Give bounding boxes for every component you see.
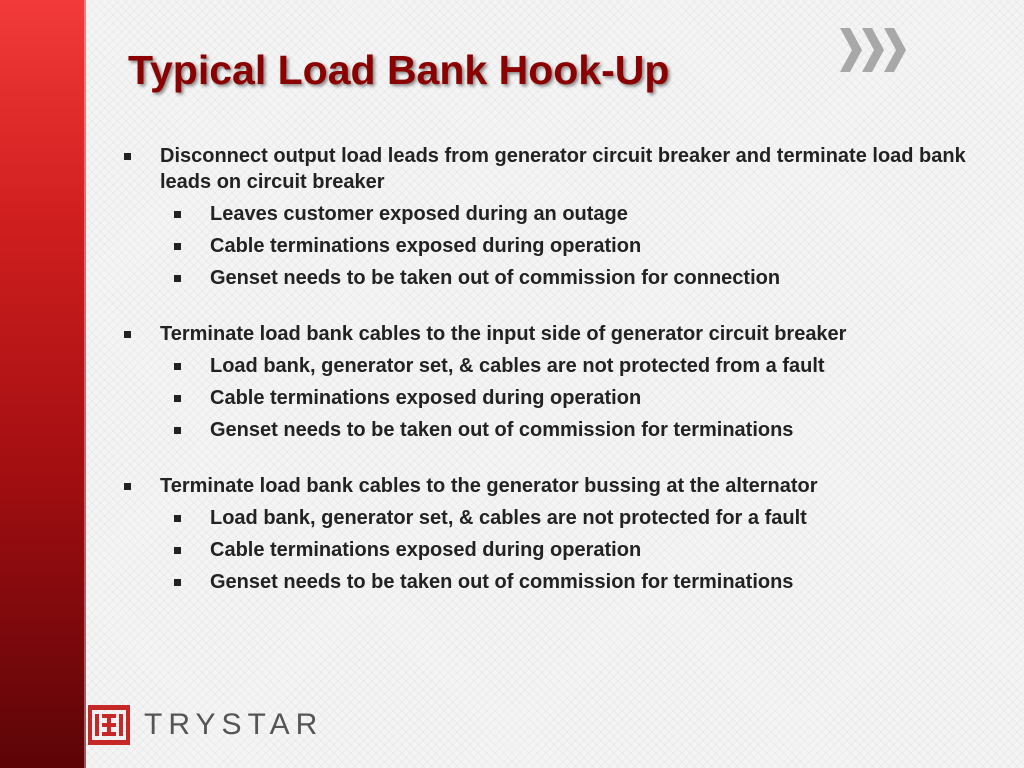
sub-bullet-item (160, 569, 1000, 595)
sub-bullet-text: Cable terminations exposed during operation (210, 235, 642, 257)
bullet-text: Terminate load bank cables to the input side of generator circuit breaker (160, 323, 847, 345)
square-bullet-icon (174, 427, 181, 434)
trystar-wordmark: TRYSTAR (144, 708, 324, 741)
bullet-text: Disconnect output load leads from generator circuit breaker and terminate load bank leads on circuit breaker (160, 145, 966, 193)
sub-bullet-list (160, 201, 1000, 291)
sub-bullet-text: Cable terminations exposed during operation (210, 539, 642, 561)
sub-bullet-item (160, 201, 1000, 227)
sub-bullet-text: Genset needs to be taken out of commission for terminations (210, 571, 794, 593)
sub-bullet-list (160, 505, 1000, 595)
sub-bullet-list (160, 353, 1000, 443)
bullet-list (120, 143, 1000, 595)
sub-bullet-text: Genset needs to be taken out of commission for connection (210, 267, 781, 289)
sub-bullet-item (160, 505, 1000, 531)
slide-title: Typical Load Bank Hook-Up (128, 47, 670, 93)
square-bullet-icon (174, 515, 181, 522)
square-bullet-icon (124, 153, 131, 160)
bullet-item (120, 473, 1000, 595)
sub-bullet-item (160, 385, 1000, 411)
sub-bullet-item (160, 265, 1000, 291)
sub-bullet-item (160, 233, 1000, 259)
bullet-item (120, 143, 1000, 291)
bullet-text: Terminate load bank cables to the generator bussing at the alternator (160, 475, 818, 497)
square-bullet-icon (124, 483, 131, 490)
sub-bullet-item (160, 417, 1000, 443)
square-bullet-icon (174, 363, 181, 370)
square-bullet-icon (174, 579, 181, 586)
square-bullet-icon (174, 211, 181, 218)
red-side-bar (0, 0, 86, 768)
square-bullet-icon (174, 547, 181, 554)
slide-content (120, 143, 1000, 625)
sub-bullet-text: Load bank, generator set, & cables are not protected from a fault (210, 355, 825, 377)
square-bullet-icon (124, 331, 131, 338)
square-bullet-icon (174, 243, 181, 250)
trystar-logo-mark-icon (88, 705, 130, 745)
trystar-logo (88, 705, 323, 745)
sub-bullet-text: Load bank, generator set, & cables are not protected for a fault (210, 507, 807, 529)
sub-bullet-item (160, 353, 1000, 379)
sub-bullet-text: Leaves customer exposed during an outage (210, 203, 628, 225)
sub-bullet-item (160, 537, 1000, 563)
triple-chevron-right-icon (836, 20, 916, 80)
bullet-item (120, 321, 1000, 443)
sub-bullet-text: Cable terminations exposed during operation (210, 387, 642, 409)
square-bullet-icon (174, 275, 181, 282)
sub-bullet-text: Genset needs to be taken out of commission for terminations (210, 419, 794, 441)
square-bullet-icon (174, 395, 181, 402)
